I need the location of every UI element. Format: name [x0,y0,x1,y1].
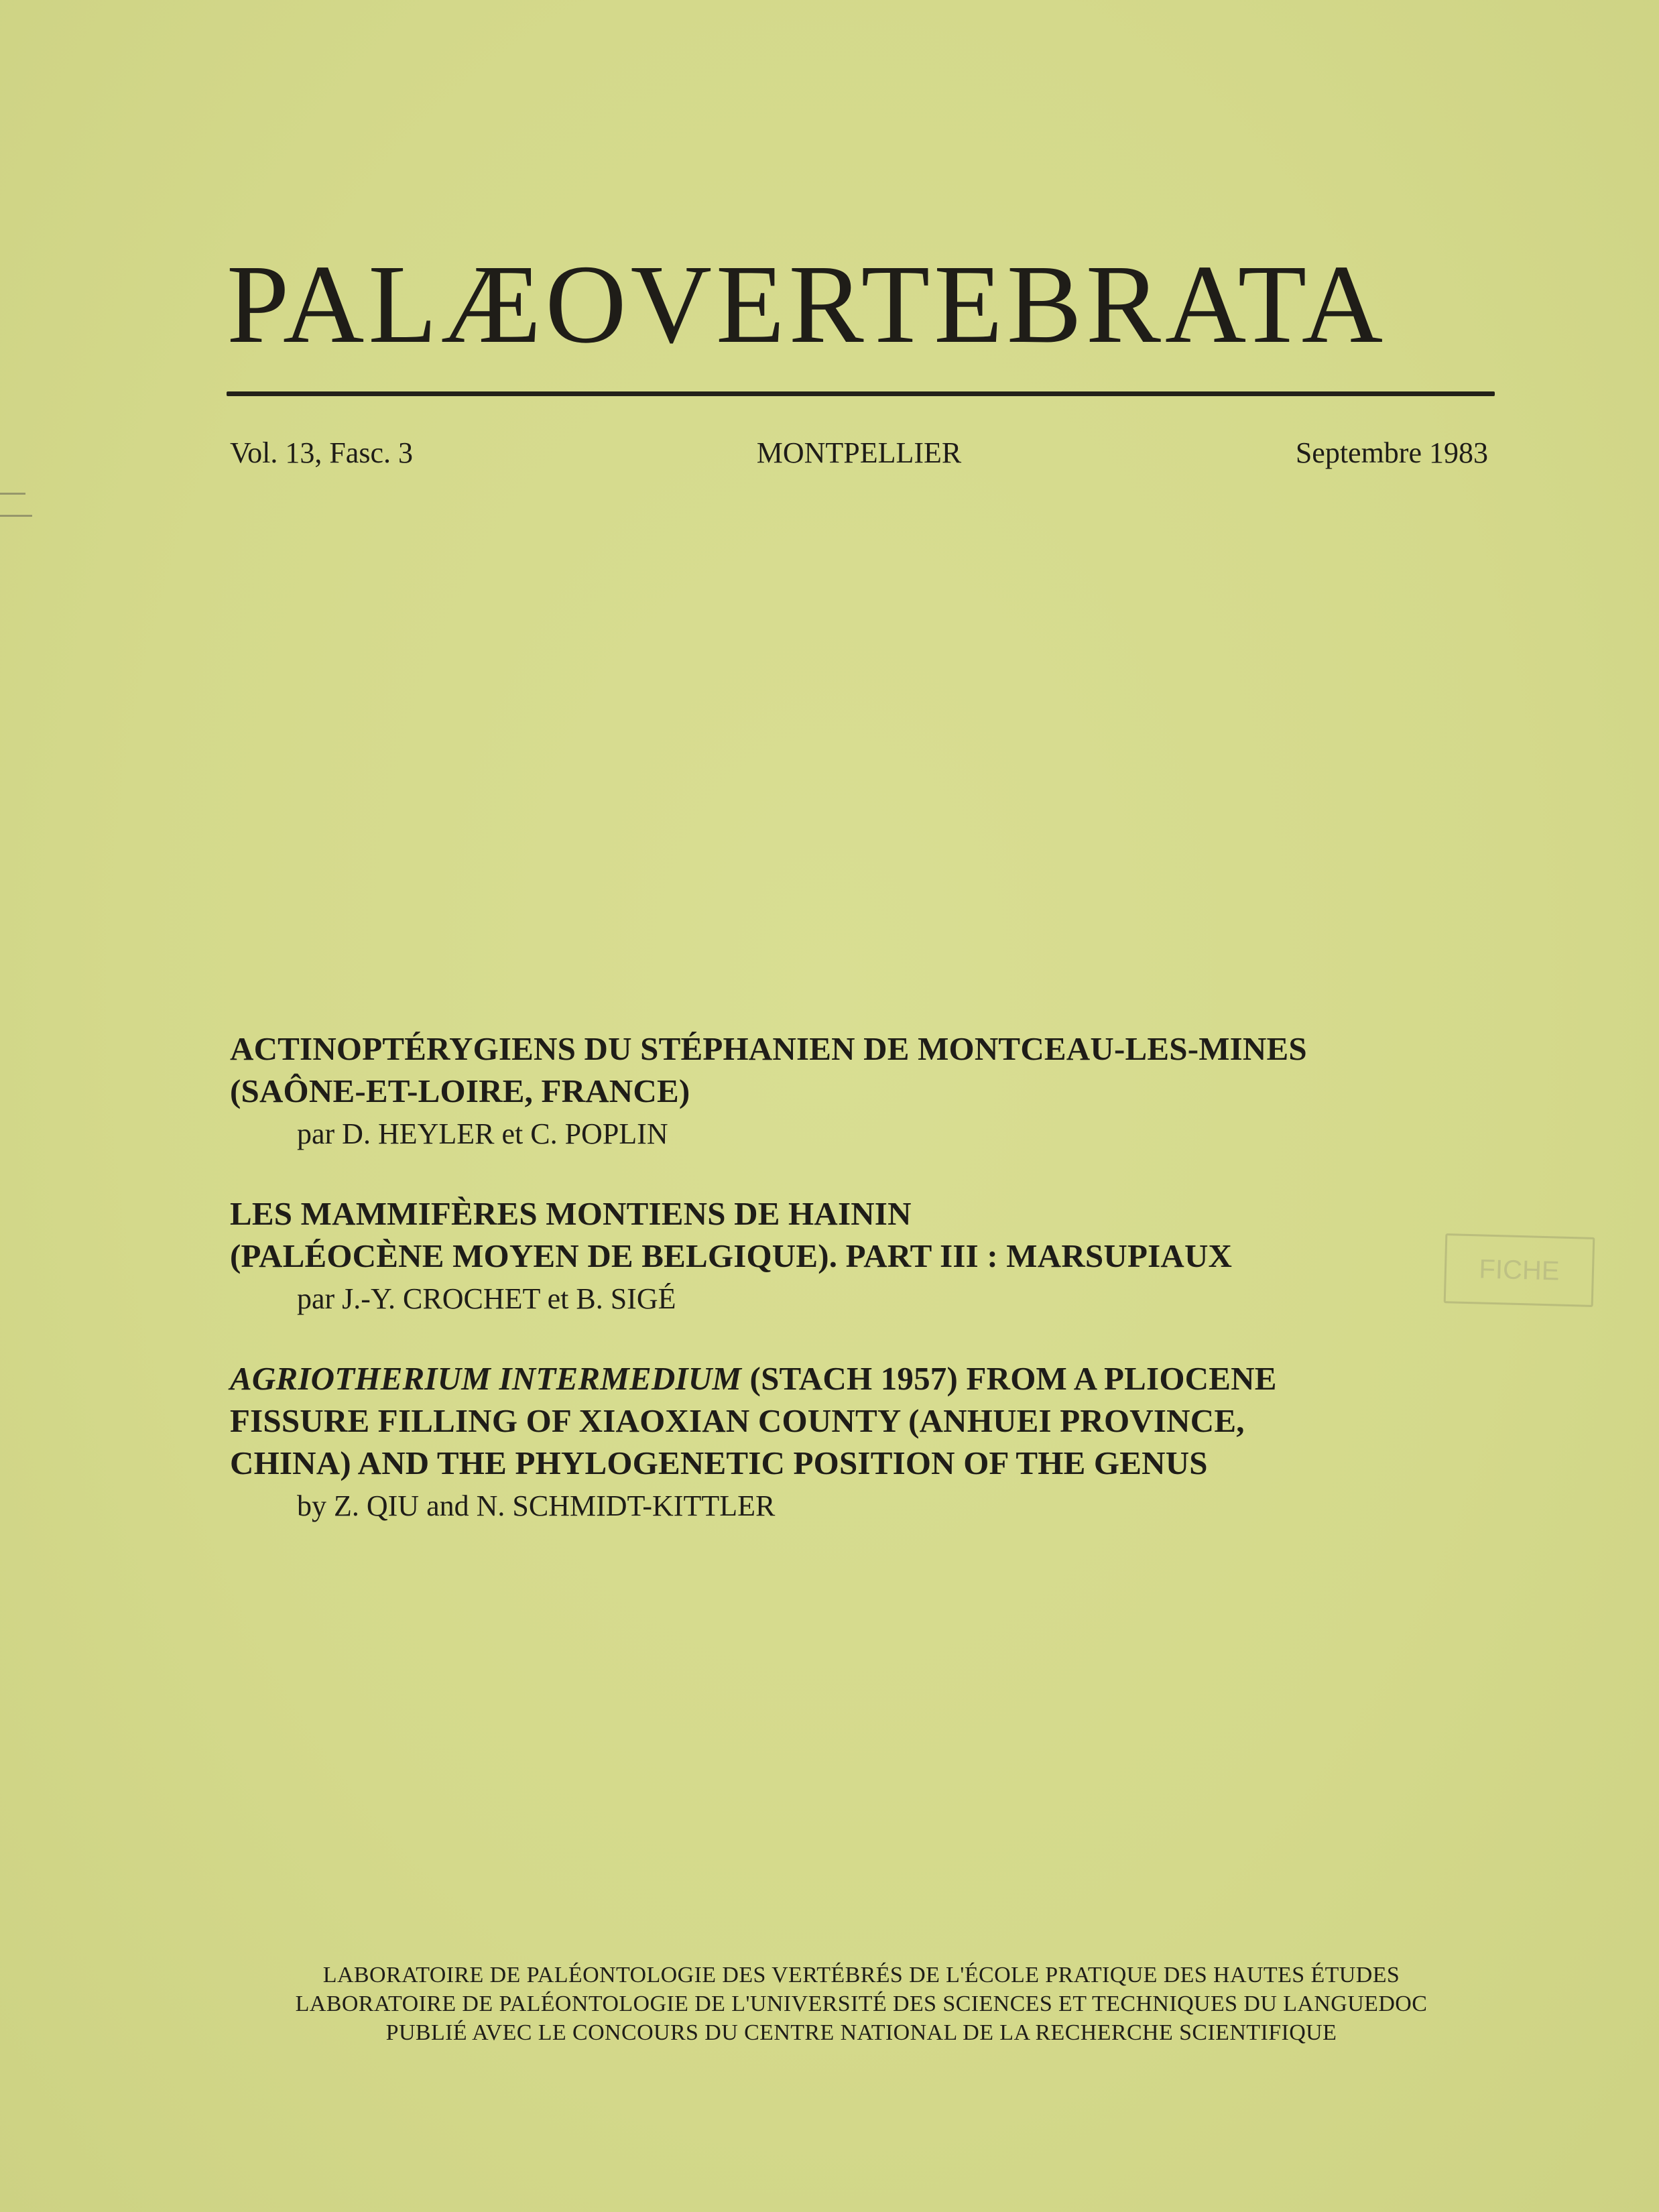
issue-date: Septembre 1983 [1295,436,1488,469]
article-list [230,1028,1503,1564]
fiche-stamp: FICHE [1444,1233,1595,1307]
article-authors: par D. HEYLER et C. POPLIN [297,1117,668,1150]
article-title-line [230,1357,1503,1400]
article-authors: by Z. QIU and N. SCHMIDT-KITTLER [297,1489,776,1522]
edge-mark [0,515,32,517]
article-3 [230,1357,1503,1527]
footer-line: LABORATOIRE DE PALÉONTOLOGIE DES VERTÉBRÉS DE L'ÉCOLE PRATIQUE DES HAUTES ÉTUDES [322,1963,1400,1987]
article-1 [230,1028,1503,1155]
article-title-line: (SAÔNE-ET-LOIRE, FRANCE) [230,1072,690,1109]
article-title-line: ACTINOPTÉRYGIENS DU STÉPHANIEN DE MONTCEAU-LES-MINES [230,1030,1307,1067]
article-title-line: CHINA) AND THE PHYLOGENETIC POSITION OF THE GENUS [230,1445,1208,1481]
article-title-line: (PALÉOCÈNE MOYEN DE BELGIQUE). PART III : MARSUPIAUX [230,1237,1233,1274]
article-taxon-name: AGRIOTHERIUM INTERMEDIUM [230,1360,742,1397]
article-title-line: LES MAMMIFÈRES MONTIENS DE HAININ [230,1195,912,1232]
issue-line [230,436,1488,470]
journal-title: PALÆOVERTEBRATA [227,242,1388,367]
publisher-footer [0,1961,1659,2047]
article-title-rest: (STACH 1957) FROM A PLIOCENE [741,1360,1277,1397]
issue-place: MONTPELLIER [756,436,962,469]
footer-line: LABORATOIRE DE PALÉONTOLOGIE DE L'UNIVERSITÉ DES SCIENCES ET TECHNIQUES DU LANGUEDOC [295,1991,1428,2016]
issue-volume: Vol. 13, Fasc. 3 [230,436,413,469]
footer-line: PUBLIÉ AVEC LE CONCOURS DU CENTRE NATIONAL DE LA RECHERCHE SCIENTIFIQUE [385,2020,1337,2045]
article-title-line: FISSURE FILLING OF XIAOXIAN COUNTY (ANHUEI PROVINCE, [230,1402,1245,1439]
masthead-rule [227,391,1495,396]
edge-mark [0,493,25,495]
article-2 [230,1192,1503,1320]
article-authors: par J.-Y. CROCHET et B. SIGÉ [297,1282,676,1315]
